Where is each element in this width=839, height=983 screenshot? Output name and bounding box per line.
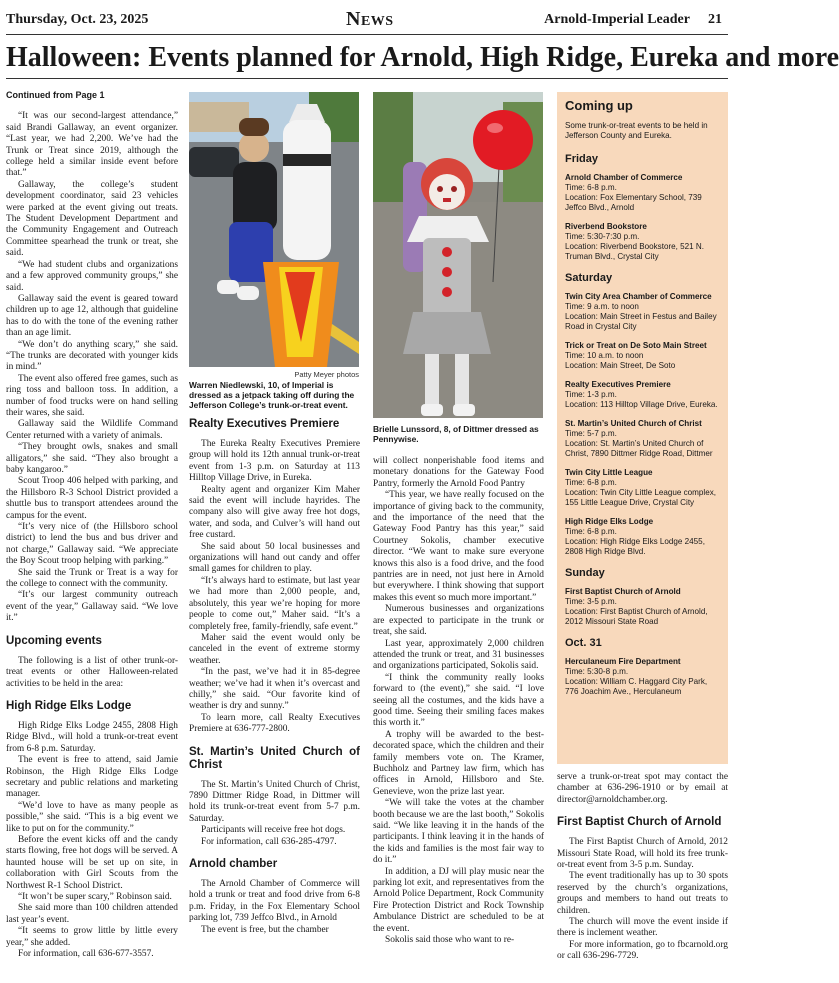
- event-time: Time: 10 a.m. to noon: [565, 351, 644, 360]
- sidebar-intro: Some trunk-or-treat events to be held in Jefferson County and Eureka.: [565, 121, 708, 140]
- article-paragraph: The Eureka Realty Executives Premiere group will hold its 12th annual trunk-or-treat event from 1-3 p.m. on Saturday at 113 Hilltop Village Drive, in Eureka.: [189, 439, 360, 484]
- sidebar-schedule: [565, 153, 720, 697]
- event-location: Location: First Baptist Church of Arnold, 2012 Missouri State Road: [565, 607, 708, 626]
- sidebar-event: [565, 587, 720, 627]
- newspaper-name: Arnold-Imperial Leader: [544, 12, 690, 27]
- article-paragraph: She said more than 100 children attended last year’s event.: [6, 903, 178, 925]
- sidebar-event: [565, 380, 720, 410]
- sidebar-event: [565, 292, 720, 332]
- photo-jetpack-costume: [189, 92, 359, 367]
- article-paragraph: In addition, a DJ will play music near the parking lot exit, and representatives from the Arnold Police Department, Rock Community Fire Protection District and Rock Township Ambulance District are scheduled to be at the event.: [373, 866, 544, 934]
- event-name: Herculaneum Fire Department: [565, 657, 681, 666]
- article-paragraph: Realty agent and organizer Kim Maher said the event will include hayrides. The company also will give away free hot dogs, water, and soda, and Culver’s will hand out free custard.: [189, 484, 360, 541]
- photo-credit: Patty Meyer photos: [294, 370, 359, 379]
- article-paragraph: “It’s our largest community outreach event of the year,” Gallaway said. “We love it.”: [6, 590, 178, 624]
- event-time: Time: 1-3 p.m.: [565, 390, 617, 399]
- sidebar-event: [565, 657, 720, 697]
- event-location: Location: Riverbend Bookstore, 521 N. Truman Blvd., Crystal City: [565, 242, 705, 261]
- photo-pennywise-costume: [373, 92, 543, 418]
- article-paragraph: A trophy will be awarded to the best-decorated space, which the children and their family members vote on. The Kramer, Buchholz and Partney law firm, which has offices in Arnold, Hillsboro and Ste. Genevieve, won the prize last year.: [373, 729, 544, 797]
- article-paragraph: Gallaway said the event is geared toward children up to age 12, although that guideline has to do with the tone of the evening rather than an age limit.: [6, 293, 178, 339]
- section-title: News: [346, 8, 394, 30]
- column-1: [6, 90, 178, 960]
- subhead-upcoming-events: Upcoming events: [6, 634, 102, 647]
- top-rule: [6, 34, 728, 35]
- event-name: High Ridge Elks Lodge: [565, 517, 654, 526]
- event-name: First Baptist Church of Arnold: [565, 587, 681, 596]
- article-paragraph: Sokolis said those who want to re-: [385, 935, 515, 946]
- article-paragraph: will collect nonperishable food items and monetary donations for the Gateway Food Pantry, formerly the Arnold Food Pantry: [373, 456, 544, 489]
- event-time: Time: 6-8 p.m.: [565, 527, 617, 536]
- event-location: Location: Main Street, De Soto: [565, 361, 676, 370]
- article-paragraph: “This year, we have really focused on the importance of giving back to the community, and the importance of the need that the Gateway Food Pantry has this year,” said Courtney Sokolis, chamber executive director. “We want to make sure everyone knows this also is a food drive, and the food pantries are in need, not just here in Arnold but everywhere. I think showing that support makes this event so much more important.”: [373, 490, 544, 603]
- article-paragraph: “We don’t do anything scary,” she said. “The trunks are decorated with younger kids in mind.”: [6, 339, 178, 373]
- issue-date: Thursday, Oct. 23, 2025: [6, 12, 149, 27]
- event-location: Location: Fox Elementary School, 739 Jeffco Blvd., Arnold: [565, 193, 702, 212]
- article-paragraph: Gallaway said the Wildlife Command Center returned with a variety of animals.: [6, 419, 178, 441]
- page-folio: [6, 8, 750, 30]
- article-paragraph: The church will move the event inside if there is inclement weather.: [557, 917, 728, 939]
- article-paragraph: For information, call 636-677-3557.: [18, 949, 154, 960]
- event-time: Time: 3-5 p.m.: [565, 597, 617, 606]
- sidebar-event: [565, 341, 720, 371]
- column-2: [189, 418, 360, 936]
- event-location: Location: 113 Hilltop Village Drive, Eureka.: [565, 400, 718, 409]
- event-name: St. Martin’s United Church of Christ: [565, 419, 702, 428]
- sidebar-event: [565, 173, 720, 213]
- coming-up-sidebar: [557, 92, 728, 764]
- event-location: Location: Main Street in Festus and Bailey Road in Crystal City: [565, 312, 717, 331]
- event-location: Location: St. Martin’s United Church of Christ, 7890 Dittmer Ridge Road, Dittmer: [565, 439, 713, 458]
- subhead-high-ridge-elks: High Ridge Elks Lodge: [6, 699, 132, 712]
- article-paragraph: “It seems to grow little by little every year,” she added.: [6, 926, 178, 948]
- article-paragraph: The event also offered free games, such as ring toss and balloon toss. In addition, a number of food trucks were on hand selling their wares, she said.: [6, 373, 178, 418]
- article-paragraph: “We’d love to have as many people as possible,” she said. “This is a big event we like to put on for the community.”: [6, 800, 178, 834]
- sidebar-day-heading: Sunday: [565, 567, 605, 579]
- event-name: Arnold Chamber of Commerce: [565, 173, 683, 182]
- headline-lead: Halloween:: [6, 42, 142, 73]
- article-paragraph: “In the past, we’ve had it in 85-degree weather; we’ve had it when it’s overcast and chilly,” she said. “Our favorite kind of weather is dry and sunny.”: [189, 667, 360, 712]
- event-name: Riverbend Bookstore: [565, 222, 647, 231]
- article-paragraph: “It won’t be super scary,” Robinson said.: [18, 892, 172, 902]
- event-location: Location: William C. Haggard City Park, 776 Joachim Ave., Herculaneum: [565, 677, 708, 696]
- page-number: 21: [708, 12, 722, 27]
- article-paragraph: Maher said the event would only be canceled in the event of extreme stormy weather.: [189, 632, 360, 666]
- event-time: Time: 5:30-7:30 p.m.: [565, 232, 640, 241]
- sidebar-title: Coming up: [565, 98, 633, 113]
- article-paragraph: The First Baptist Church of Arnold, 2012 Missouri State Road, will hold its free trunk-or-treat event from 3-5 p.m. Sunday.: [557, 837, 728, 871]
- event-name: Trick or Treat on De Soto Main Street: [565, 341, 707, 350]
- article-paragraph: Before the event kicks off and the candy starts flowing, free hot dogs will be served. A haunted house will be set up on site, in collaboration with Girl Scouts from the Northwest R-1 School District.: [6, 834, 178, 891]
- sidebar-day-heading: Oct. 31: [565, 637, 602, 649]
- article-paragraph: She said about 50 local businesses and organizations will hand out candy and offer small games for children to play.: [189, 541, 360, 575]
- article-paragraph: The event is free, but the chamber: [201, 924, 329, 935]
- continued-from: Continued from Page 1: [6, 90, 105, 100]
- subhead-first-baptist: First Baptist Church of Arnold: [557, 816, 722, 829]
- subhead-realty-executives: Realty Executives Premiere: [189, 418, 340, 430]
- event-time: Time: 6-8 p.m.: [565, 478, 617, 487]
- article-paragraph: To learn more, call Realty Executives Premiere at 636-777-2800.: [189, 712, 360, 735]
- article-paragraph: Numerous businesses and organizations are expected to participate in the trunk or treat, she said.: [373, 604, 544, 638]
- subhead-st-martins: St. Martin’s United Church of Christ: [189, 745, 360, 771]
- sidebar-day-heading: Saturday: [565, 272, 613, 284]
- article-paragraph: The following is a list of other trunk-or-treat events or other Halloween-related activities to be held in the area:: [6, 655, 178, 689]
- article-paragraph: “I think the community really looks forward to (the event),” she said. “I love seeing all the costumes, and the kids have a good time. Seeing their smiling faces makes this worth it.”: [373, 672, 544, 729]
- sidebar-event: [565, 419, 720, 459]
- event-name: Twin City Area Chamber of Commerce: [565, 292, 712, 301]
- sidebar-event: [565, 517, 720, 557]
- event-name: Realty Executives Premiere: [565, 380, 671, 389]
- article-paragraph: “It’s always hard to estimate, but last year we had more than 2,000 people, and, absolutely, this year we’re hoping for more people to come out,” Maher said. “It’s a completely free, family-friendly, safe event.”: [189, 575, 360, 632]
- article-paragraph: The Arnold Chamber of Commerce will hold a trunk or treat and food drive from 6-8 p.m. Friday, in the Fox Elementary School parking lot, 739 Jeffco Blvd., in Arnold: [189, 879, 360, 924]
- article-paragraph: “It was our second-largest attendance,” said Brandi Gallaway, an event organizer. “Last year, we had 2,200. We’ve had the Trunk or Treat since 2019, although the college held a similar inside event before that.”: [6, 111, 178, 179]
- article-paragraph: serve a trunk-or-treat spot may contact the chamber at 636-296-1910 or by email at director@arnoldchamber.org.: [557, 772, 728, 805]
- article-paragraph: The event traditionally has up to 30 spots reserved by the church’s organizations, groups and members to hand out treats to children.: [557, 871, 728, 916]
- event-time: Time: 5-7 p.m.: [565, 429, 617, 438]
- article-paragraph: “They brought owls, snakes and small alligators,” she said. “They also brought a baby kangaroo.”: [6, 442, 178, 475]
- article-paragraph: “We will take the votes at the chamber booth because we are the last booth,” Sokolis said. “We like leaving it in the hands of the participants. I think leaving it in the hands of the kids and families is the most fair way to do it.”: [373, 798, 544, 866]
- article-paragraph: For more information, go to fbcarnold.org or call 636-296-7729.: [557, 939, 728, 962]
- article-paragraph: Gallaway, the college’s student development coordinator, said 23 vehicles were parked at the event giving out treats. The Student Development Department and the Community Engagement and Outreach Committee spearhead the trunk or treat, she said.: [6, 179, 178, 259]
- event-location: Location: Twin City Little League complex, 155 Little League Drive, Crystal City: [565, 488, 717, 507]
- article-paragraph: High Ridge Elks Lodge 2455, 2808 High Ridge Blvd., will hold a trunk-or-treat event from 6-8 p.m. Saturday.: [6, 720, 178, 754]
- event-name: Twin City Little League: [565, 468, 653, 477]
- column-4: [557, 772, 728, 963]
- headline-rule: [6, 78, 728, 79]
- article-paragraph: “It’s very nice of (the Hillsboro school district) to lend the bus and bus driver and not charge,” Gallaway said. “We appreciate the Boy Scout troop helping with parking.”: [6, 522, 178, 567]
- subhead-arnold-chamber: Arnold chamber: [189, 858, 278, 870]
- article-paragraph: Last year, approximately 2,000 children attended the trunk or treat, and 31 businesses and organizations participated, Sokolis said.: [373, 638, 544, 672]
- event-time: Time: 9 a.m. to noon: [565, 302, 639, 311]
- article-paragraph: Participants will receive free hot dogs.: [201, 825, 346, 836]
- article-paragraph: The St. Martin’s United Church of Christ, 7890 Dittmer Ridge Road, in Dittmer will hold its trunk-or-treat event from 5-7 p.m. Saturday.: [189, 779, 360, 824]
- headline: [6, 42, 839, 74]
- article-paragraph: Scout Troop 406 helped with parking, and the Hillsboro R-3 School District provided a shuttle bus to transport attendees around the campus for the event.: [6, 476, 178, 521]
- sidebar-event: [565, 468, 720, 508]
- headline-rest: Events planned for Arnold, High Ridge, Eureka and more: [141, 42, 839, 73]
- event-location: Location: High Ridge Elks Lodge 2455, 2808 High Ridge Blvd.: [565, 537, 705, 556]
- column-3: [373, 456, 544, 946]
- sidebar-event: [565, 222, 720, 262]
- article-paragraph: The event is free to attend, said Jamie Robinson, the High Ridge Elks Lodge secretary and public relations and marketing manager.: [6, 755, 178, 800]
- photo-caption-pennywise: Brielle Lunssord, 8, of Dittmer dressed as Pennywise.: [373, 424, 539, 445]
- event-time: Time: 6-8 p.m.: [565, 183, 617, 192]
- photo-caption-jetpack: Warren Niedlewski, 10, of Imperial is dressed as a jetpack taking off during the Jefferson College’s trunk-or-treat event.: [189, 380, 355, 411]
- sidebar-day-heading: Friday: [565, 153, 599, 165]
- article-paragraph: For information, call 636-285-4797.: [201, 836, 337, 847]
- article-paragraph: “We had student clubs and organizations and a few approved community groups,” she said.: [6, 259, 178, 293]
- event-time: Time: 5:30-8 p.m.: [565, 667, 629, 676]
- article-paragraph: She said the Trunk or Treat is a way for the college to connect with the community.: [6, 567, 178, 590]
